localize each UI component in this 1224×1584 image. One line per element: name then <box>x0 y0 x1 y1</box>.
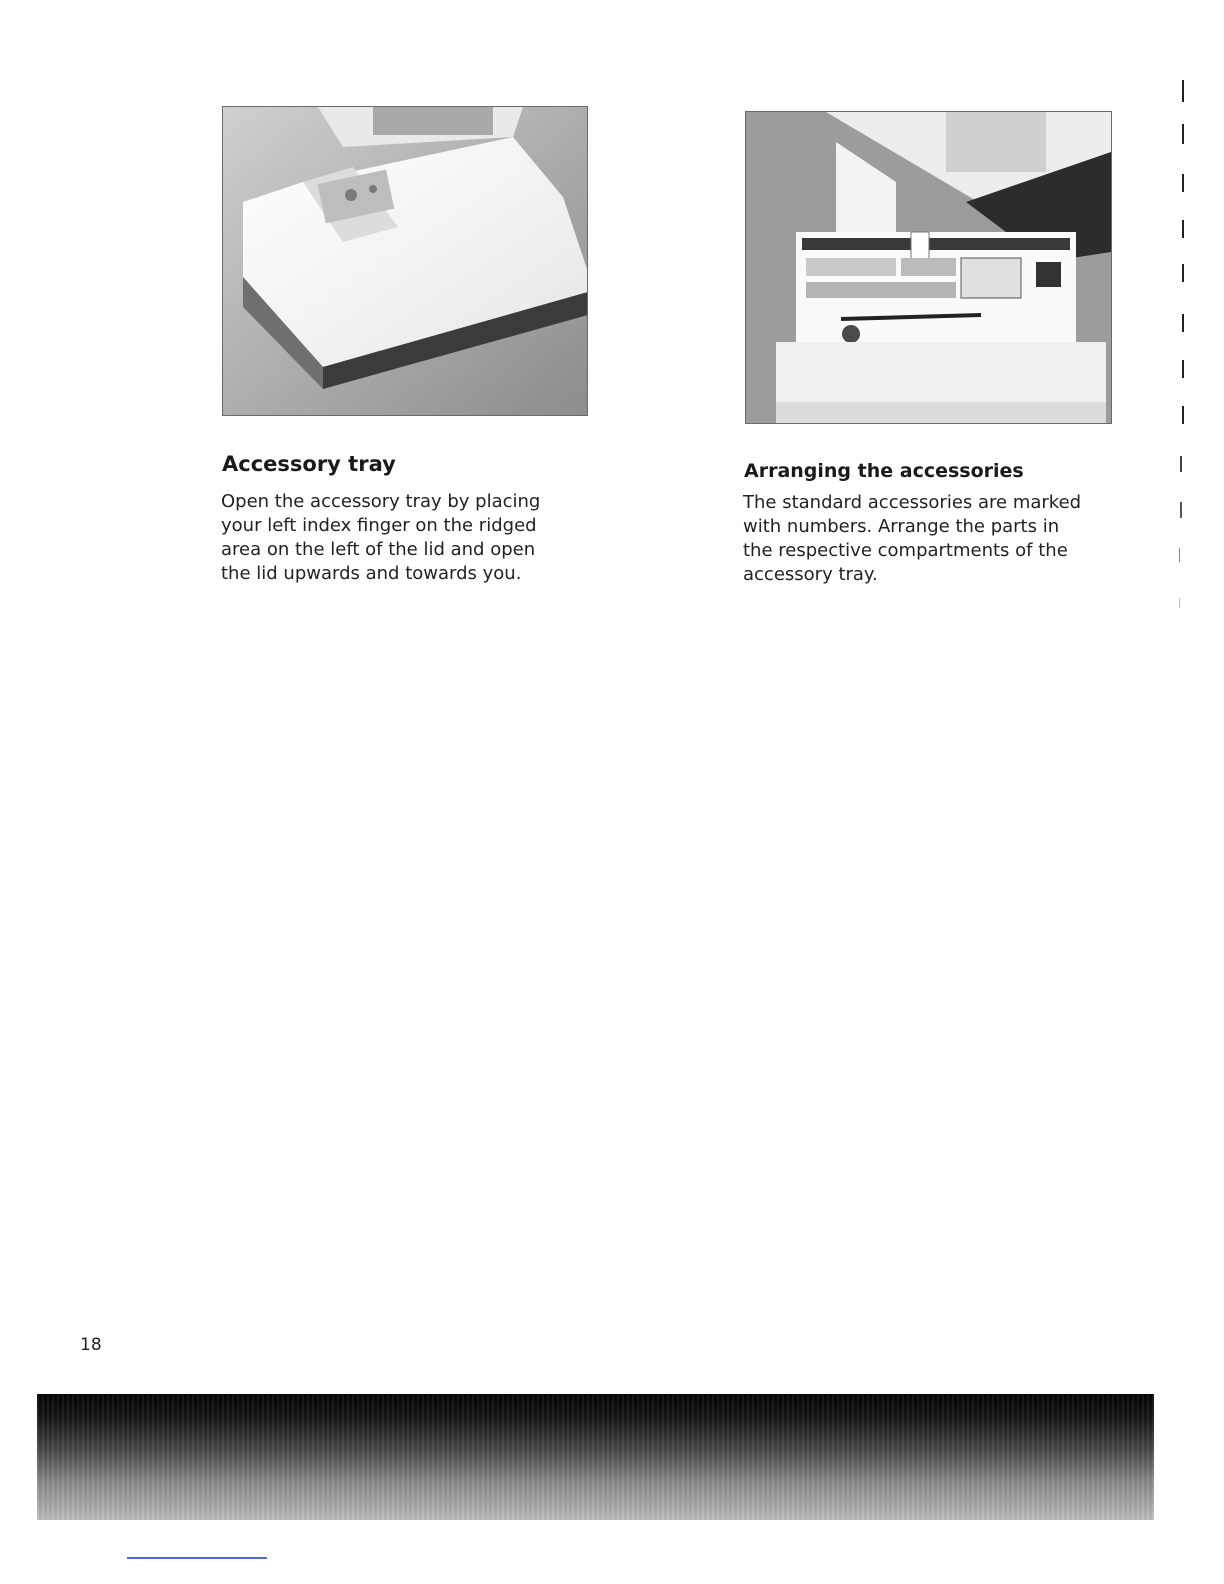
instruction-line: the respective compartments of the <box>743 540 1068 561</box>
accessory-tray-illustration <box>223 107 587 415</box>
scan-bottom-band <box>37 1394 1154 1520</box>
instruction-line: Open the accessory tray by placing <box>221 491 541 512</box>
bottom-rule <box>127 1557 267 1559</box>
scan-edge-marks <box>1176 70 1190 630</box>
instruction-line: accessory tray. <box>743 564 878 585</box>
arranging-accessories-heading: Arranging the accessories <box>744 460 1024 482</box>
instruction-line: area on the left of the lid and open <box>221 539 536 560</box>
page-number: 18 <box>80 1335 102 1355</box>
arranging-accessories-instructions <box>743 491 1081 587</box>
scan-band-texture <box>37 1394 1154 1520</box>
accessory-tray-heading: Accessory tray <box>222 452 396 476</box>
instruction-line: with numbers. Arrange the parts in <box>743 516 1060 537</box>
accessories-tray-illustration <box>746 112 1111 423</box>
arranging-accessories-photo <box>745 111 1112 424</box>
instruction-line: the lid upwards and towards you. <box>221 563 522 584</box>
accessory-tray-photo <box>222 106 588 416</box>
instruction-line: The standard accessories are marked <box>743 492 1082 513</box>
accessory-tray-instructions <box>221 490 540 586</box>
instruction-line: your left index finger on the ridged <box>221 515 537 536</box>
